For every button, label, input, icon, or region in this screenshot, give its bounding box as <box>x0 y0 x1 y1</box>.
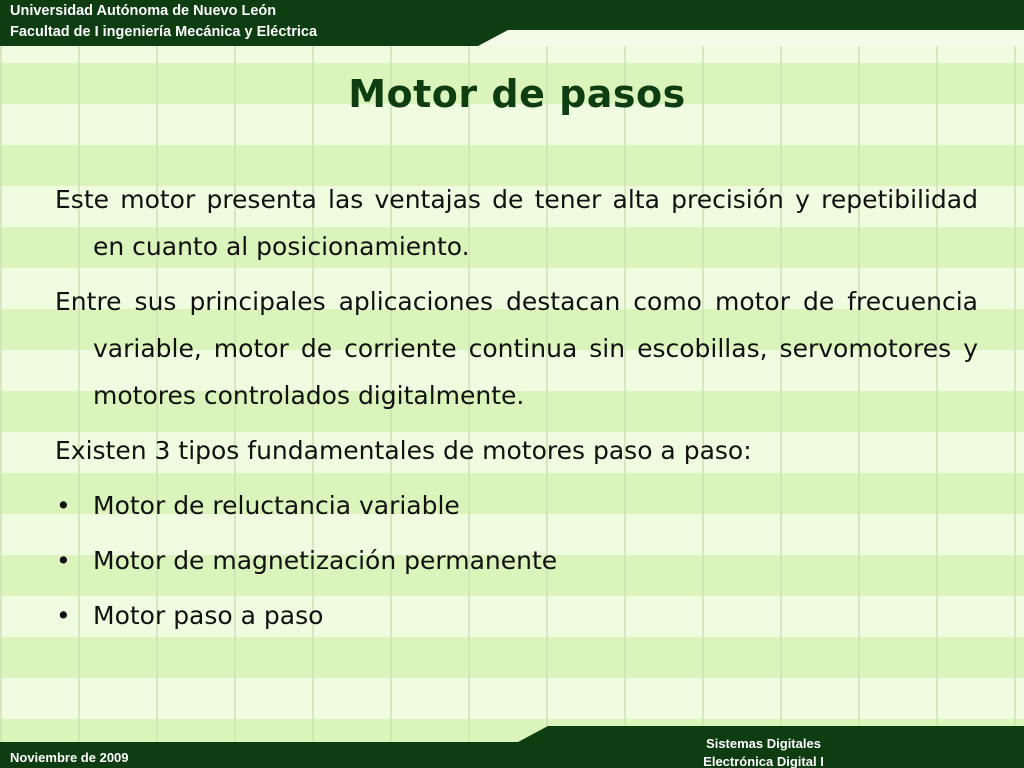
bullet-item <box>55 592 978 639</box>
footer-course-line1: Sistemas Digitales <box>706 736 821 751</box>
footer-band-shape <box>0 726 1024 768</box>
slide-title: Motor de pasos <box>348 72 686 116</box>
bullet-text: Motor de magnetización permanente <box>93 546 558 575</box>
paragraph-types-intro: Existen 3 tipos fundamentales de motores paso a paso: <box>55 436 752 465</box>
bullet-icon: • <box>56 546 71 575</box>
bullet-item <box>55 482 978 529</box>
footer-date: Noviembre de 2009 <box>10 750 129 765</box>
bullet-icon: • <box>56 491 71 520</box>
bullet-text: Motor de reluctancia variable <box>93 491 460 520</box>
faculty-name: Facultad de I ingeniería Mecánica y Eléctrica <box>10 24 318 40</box>
bullet-item <box>55 537 978 584</box>
bullet-icon: • <box>56 601 71 630</box>
header-band <box>0 0 1024 46</box>
paragraph-advantages: Este motor presenta las ventajas de tener alta precisión y repetibilidad en cuanto al posicionamiento. <box>55 185 978 261</box>
university-name: Universidad Autónoma de Nuevo León <box>10 3 277 19</box>
footer-course-line2: Electrónica Digital I <box>703 754 824 768</box>
slide-body <box>55 176 978 647</box>
paragraph-applications: Entre sus principales aplicaciones destacan como motor de frecuencia variable, motor de corriente continua sin escobillas, servomotores y motores controlados digitalmente. <box>55 287 978 410</box>
bullet-text: Motor paso a paso <box>93 601 324 630</box>
footer-band <box>0 726 1024 768</box>
